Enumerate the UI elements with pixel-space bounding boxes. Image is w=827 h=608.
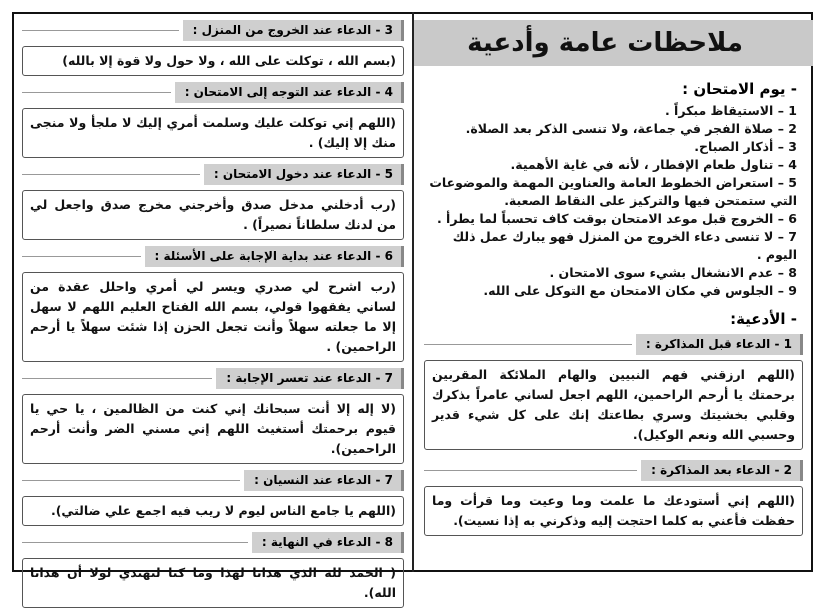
list-item: 8 – عدم الانشغال بشيء سوى الامتحان . <box>549 265 797 280</box>
dua-heading: 2 - الدعاء بعد المذاكرة : <box>424 460 803 481</box>
list-item: 2 – صلاة الفجر في جماعة، ولا تنسى الذكر بعد الصلاة. <box>465 121 797 136</box>
list-item: 9 – الجلوس في مكان الامتحان مع التوكل على الله. <box>483 283 797 298</box>
dua-heading: 7 - الدعاء عند تعسر الإجابة : <box>22 368 404 389</box>
list-item: 5 – استعراض الخطوط العامة والعناوين المهمة والموضوعات التي ستمتحن فيها والتركيز على النقاط الصعبة. <box>429 175 797 208</box>
list-item: 6 – الخروج قبل موعد الامتحان بوقت كاف تحسباً لما يطرأ . <box>436 211 797 226</box>
dua-heading: 7 - الدعاء عند النسيان : <box>22 470 404 491</box>
list-item: 3 – أذكار الصباح. <box>694 139 797 154</box>
dua-text-box: (لا إله إلا أنت سبحانك إني كنت من الظالمين ، يا حي يا قيوم برحمتك أستغيث اللهم إني مسني الضر وأنت أرحم الراحمين). <box>22 394 404 464</box>
duas-heading: - الأدعية: <box>730 310 797 328</box>
dua-text-box: (اللهم ارزقني فهم النبيين والهام الملائكة المقربين برحمتك يا أرحم الراحمين، اللهم اجعل لساني عامراً بذكرك وقلبي بخشيتك وسري بطاعتك إنك على كل شيء قدير وحسبي الله ونعم الوكيل). <box>424 360 803 450</box>
title-bar <box>414 20 813 66</box>
dua-text-box: (بسم الله ، توكلت على الله ، ولا حول ولا قوة إلا بالله) <box>22 46 404 76</box>
exam-day-heading: - يوم الامتحان : <box>682 80 797 98</box>
dua-text-box: (اللهم إني أستودعك ما علمت وما وعيت وما قرأت وما حفظت فأعني به كلما احتجت إليه وذكرني به إذا نسيت). <box>424 486 803 536</box>
exam-day-list <box>424 102 803 300</box>
dua-text-box: (اللهم يا جامع الناس ليوم لا ريب فيه اجمع علي ضالتي). <box>22 496 404 526</box>
dua-heading: 6 - الدعاء عند بداية الإجابة على الأسئلة : <box>22 246 404 267</box>
heading-rule <box>22 378 212 379</box>
list-item: 1 – الاستيقاظ مبكراً . <box>664 103 797 118</box>
dua-text-box: ( الحمد لله الذي هدانا لهذا وما كنا لنهتدي لولا أن هدانا الله). <box>22 558 404 608</box>
dua-heading: 5 - الدعاء عند دخول الامتحان : <box>22 164 404 185</box>
dua-heading: 4 - الدعاء عند التوجه إلى الامتحان : <box>22 82 404 103</box>
right-column <box>414 12 813 572</box>
dua-text-box: (رب اشرح لي صدري ويسر لي أمري واحلل عقدة من لساني يفقهوا قولي، بسم الله الفتاح العليم اللهم لا سهل إلا ما جعلته سهلاً وأنت تجعل الحزن إذا شئت سهلاً يا أرحم الراحمين) . <box>22 272 404 362</box>
page-title: ملاحظات عامة وأدعية <box>467 28 743 58</box>
list-item: 7 – لا تنسى دعاء الخروج من المنزل فهو يبارك عمل ذلك اليوم . <box>452 229 797 262</box>
dua-text-box: (اللهم إني توكلت عليك وسلمت أمري إليك لا ملجأ ولا منجى منك إلا إليك) . <box>22 108 404 158</box>
left-column <box>14 12 412 600</box>
dua-heading: 3 - الدعاء عند الخروج من المنزل : <box>22 20 404 41</box>
dua-heading: 8 - الدعاء في النهاية : <box>22 532 404 553</box>
heading-rule <box>22 174 200 175</box>
dua-heading: 1 - الدعاء قبل المذاكرة : <box>424 334 803 355</box>
heading-rule <box>424 344 632 345</box>
heading-rule <box>424 470 637 471</box>
heading-rule <box>22 480 240 481</box>
heading-rule <box>22 256 141 257</box>
list-item: 4 – تناول طعام الإفطار ، لأنه في غاية الأهمية. <box>510 157 797 172</box>
heading-rule <box>22 30 179 31</box>
heading-rule <box>22 92 171 93</box>
dua-text-box: (رب أدخلني مدخل صدق وأخرجني مخرج صدق واجعل لي من لدنك سلطاناً نصيراً) . <box>22 190 404 240</box>
heading-rule <box>22 542 248 543</box>
